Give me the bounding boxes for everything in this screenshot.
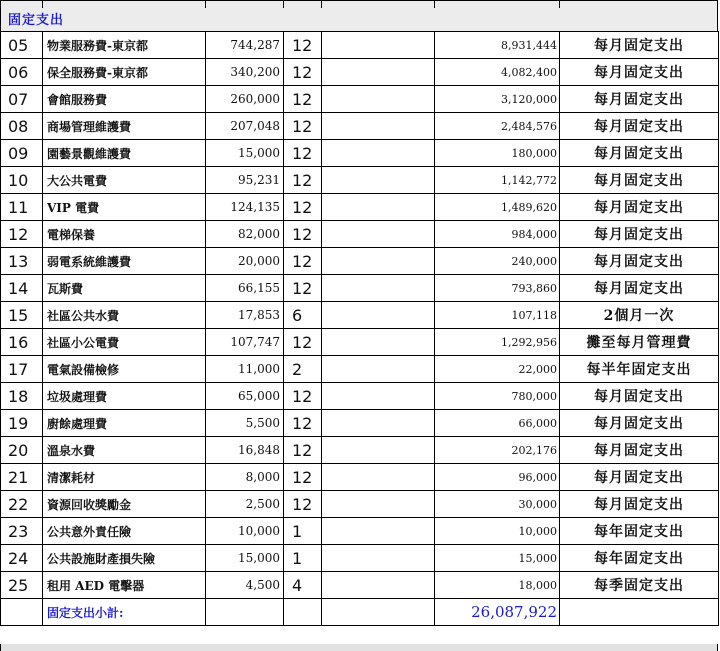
month-count: 12 bbox=[284, 167, 322, 194]
table-row bbox=[1, 410, 719, 437]
blank-cell bbox=[322, 518, 435, 545]
annual-total: 1,142,772 bbox=[435, 167, 560, 194]
monthly-amount: 744,287 bbox=[206, 32, 284, 59]
month-count: 12 bbox=[284, 194, 322, 221]
row-number: 09 bbox=[1, 140, 43, 167]
table-row bbox=[1, 356, 719, 383]
blank-cell bbox=[322, 221, 435, 248]
table-body bbox=[1, 32, 719, 599]
blank-cell bbox=[322, 140, 435, 167]
annual-total: 4,082,400 bbox=[435, 59, 560, 86]
monthly-amount: 10,000 bbox=[206, 518, 284, 545]
row-number: 25 bbox=[1, 572, 43, 599]
monthly-amount: 4,500 bbox=[206, 572, 284, 599]
annual-total: 1,489,620 bbox=[435, 194, 560, 221]
frequency-note: 每月固定支出 bbox=[560, 194, 719, 221]
blank-cell bbox=[322, 329, 435, 356]
subtotal-blank-cell bbox=[322, 599, 435, 626]
item-name: 電氣設備檢修 bbox=[43, 356, 206, 383]
table-row bbox=[1, 32, 719, 59]
item-name: 弱電系統維護費 bbox=[43, 248, 206, 275]
blank-cell bbox=[322, 464, 435, 491]
annual-total: 984,000 bbox=[435, 221, 560, 248]
frequency-note: 每年固定支出 bbox=[560, 545, 719, 572]
section-header bbox=[0, 0, 718, 32]
month-count: 1 bbox=[284, 545, 322, 572]
next-section-bar bbox=[0, 644, 718, 651]
month-count: 2 bbox=[284, 356, 322, 383]
item-name: 物業服務費-東京都 bbox=[43, 32, 206, 59]
month-count: 12 bbox=[284, 437, 322, 464]
row-number: 07 bbox=[1, 86, 43, 113]
row-number: 08 bbox=[1, 113, 43, 140]
table-row bbox=[1, 221, 719, 248]
month-count: 6 bbox=[284, 302, 322, 329]
row-number: 22 bbox=[1, 491, 43, 518]
table-row bbox=[1, 275, 719, 302]
blank-cell bbox=[322, 167, 435, 194]
row-number: 10 bbox=[1, 167, 43, 194]
blank-cell bbox=[322, 545, 435, 572]
item-name: 公共意外責任險 bbox=[43, 518, 206, 545]
monthly-amount: 8,000 bbox=[206, 464, 284, 491]
table-row bbox=[1, 248, 719, 275]
frequency-note: 每月固定支出 bbox=[560, 383, 719, 410]
frequency-note: 每月固定支出 bbox=[560, 437, 719, 464]
monthly-amount: 2,500 bbox=[206, 491, 284, 518]
frequency-note: 每月固定支出 bbox=[560, 59, 719, 86]
section-title: 固定支出 bbox=[8, 13, 65, 28]
blank-cell bbox=[322, 302, 435, 329]
table-row bbox=[1, 329, 719, 356]
month-count: 12 bbox=[284, 113, 322, 140]
row-number: 13 bbox=[1, 248, 43, 275]
monthly-amount: 65,000 bbox=[206, 383, 284, 410]
row-number: 06 bbox=[1, 59, 43, 86]
table-row bbox=[1, 464, 719, 491]
frequency-note: 2個月一次 bbox=[560, 302, 719, 329]
table-row bbox=[1, 167, 719, 194]
fixed-expense-table bbox=[0, 31, 719, 626]
annual-total: 780,000 bbox=[435, 383, 560, 410]
row-number: 17 bbox=[1, 356, 43, 383]
frequency-note: 每月固定支出 bbox=[560, 113, 719, 140]
monthly-amount: 15,000 bbox=[206, 545, 284, 572]
table-row bbox=[1, 437, 719, 464]
blank-cell bbox=[322, 491, 435, 518]
item-name: 資源回收獎勵金 bbox=[43, 491, 206, 518]
table-row bbox=[1, 59, 719, 86]
blank-cell bbox=[322, 32, 435, 59]
month-count: 12 bbox=[284, 491, 322, 518]
item-name: 社區公共水費 bbox=[43, 302, 206, 329]
item-name: 園藝景觀維護費 bbox=[43, 140, 206, 167]
monthly-amount: 20,000 bbox=[206, 248, 284, 275]
item-name: 溫泉水費 bbox=[43, 437, 206, 464]
month-count: 12 bbox=[284, 32, 322, 59]
item-name: 社區小公電費 bbox=[43, 329, 206, 356]
frequency-note: 每月固定支出 bbox=[560, 491, 719, 518]
table-row bbox=[1, 86, 719, 113]
month-count: 12 bbox=[284, 86, 322, 113]
month-count: 12 bbox=[284, 329, 322, 356]
row-number: 23 bbox=[1, 518, 43, 545]
frequency-note: 每月固定支出 bbox=[560, 464, 719, 491]
monthly-amount: 17,853 bbox=[206, 302, 284, 329]
blank-cell bbox=[322, 437, 435, 464]
table-row bbox=[1, 491, 719, 518]
item-name: 租用 AED 電擊器 bbox=[43, 572, 206, 599]
subtotal-no-cell bbox=[1, 599, 43, 626]
item-name: 垃圾處理費 bbox=[43, 383, 206, 410]
row-number: 24 bbox=[1, 545, 43, 572]
item-name: 商場管理維護費 bbox=[43, 113, 206, 140]
month-count: 12 bbox=[284, 140, 322, 167]
monthly-amount: 16,848 bbox=[206, 437, 284, 464]
monthly-amount: 124,135 bbox=[206, 194, 284, 221]
month-count: 12 bbox=[284, 383, 322, 410]
month-count: 12 bbox=[284, 59, 322, 86]
table-row bbox=[1, 113, 719, 140]
frequency-note: 每半年固定支出 bbox=[560, 356, 719, 383]
monthly-amount: 340,200 bbox=[206, 59, 284, 86]
item-name: 保全服務費-東京都 bbox=[43, 59, 206, 86]
annual-total: 22,000 bbox=[435, 356, 560, 383]
table-row bbox=[1, 302, 719, 329]
frequency-note: 每月固定支出 bbox=[560, 410, 719, 437]
annual-total: 18,000 bbox=[435, 572, 560, 599]
item-name: 大公共電費 bbox=[43, 167, 206, 194]
item-name: 公共設施財產損失險 bbox=[43, 545, 206, 572]
monthly-amount: 95,231 bbox=[206, 167, 284, 194]
monthly-amount: 260,000 bbox=[206, 86, 284, 113]
frequency-note: 每月固定支出 bbox=[560, 86, 719, 113]
frequency-note: 每月固定支出 bbox=[560, 275, 719, 302]
monthly-amount: 15,000 bbox=[206, 140, 284, 167]
item-name: 瓦斯費 bbox=[43, 275, 206, 302]
annual-total: 3,120,000 bbox=[435, 86, 560, 113]
item-name: 清潔耗材 bbox=[43, 464, 206, 491]
subtotal-months-cell bbox=[284, 599, 322, 626]
table-row bbox=[1, 140, 719, 167]
frequency-note: 每月固定支出 bbox=[560, 140, 719, 167]
annual-total: 240,000 bbox=[435, 248, 560, 275]
annual-total: 96,000 bbox=[435, 464, 560, 491]
frequency-note: 每季固定支出 bbox=[560, 572, 719, 599]
row-number: 12 bbox=[1, 221, 43, 248]
subtotal-value: 26,087,922 bbox=[435, 599, 560, 626]
row-number: 14 bbox=[1, 275, 43, 302]
frequency-note: 每月固定支出 bbox=[560, 167, 719, 194]
frequency-note: 每月固定支出 bbox=[560, 221, 719, 248]
monthly-amount: 66,155 bbox=[206, 275, 284, 302]
table-row bbox=[1, 572, 719, 599]
annual-total: 10,000 bbox=[435, 518, 560, 545]
subtotal-amount-cell bbox=[206, 599, 284, 626]
monthly-amount: 207,048 bbox=[206, 113, 284, 140]
blank-cell bbox=[322, 86, 435, 113]
item-name: 電梯保養 bbox=[43, 221, 206, 248]
month-count: 12 bbox=[284, 248, 322, 275]
month-count: 12 bbox=[284, 275, 322, 302]
annual-total: 180,000 bbox=[435, 140, 560, 167]
blank-cell bbox=[322, 383, 435, 410]
subtotal-row bbox=[1, 599, 719, 626]
month-count: 12 bbox=[284, 221, 322, 248]
blank-cell bbox=[322, 59, 435, 86]
annual-total: 2,484,576 bbox=[435, 113, 560, 140]
annual-total: 15,000 bbox=[435, 545, 560, 572]
monthly-amount: 107,747 bbox=[206, 329, 284, 356]
monthly-amount: 82,000 bbox=[206, 221, 284, 248]
row-number: 20 bbox=[1, 437, 43, 464]
annual-total: 30,000 bbox=[435, 491, 560, 518]
item-name: VIP 電費 bbox=[43, 194, 206, 221]
blank-cell bbox=[322, 113, 435, 140]
row-number: 15 bbox=[1, 302, 43, 329]
row-number: 19 bbox=[1, 410, 43, 437]
row-number: 21 bbox=[1, 464, 43, 491]
blank-cell bbox=[322, 248, 435, 275]
item-name: 會館服務費 bbox=[43, 86, 206, 113]
blank-cell bbox=[322, 194, 435, 221]
blank-cell bbox=[322, 410, 435, 437]
row-number: 05 bbox=[1, 32, 43, 59]
table-row bbox=[1, 383, 719, 410]
frequency-note: 每年固定支出 bbox=[560, 518, 719, 545]
subtotal-note-cell bbox=[560, 599, 719, 626]
subtotal-label: 固定支出小計: bbox=[43, 599, 206, 626]
month-count: 12 bbox=[284, 410, 322, 437]
month-count: 4 bbox=[284, 572, 322, 599]
frequency-note: 攤至每月管理費 bbox=[560, 329, 719, 356]
month-count: 1 bbox=[284, 518, 322, 545]
row-number: 18 bbox=[1, 383, 43, 410]
table-row bbox=[1, 545, 719, 572]
table-row bbox=[1, 194, 719, 221]
annual-total: 66,000 bbox=[435, 410, 560, 437]
annual-total: 202,176 bbox=[435, 437, 560, 464]
frequency-note: 每月固定支出 bbox=[560, 32, 719, 59]
annual-total: 793,860 bbox=[435, 275, 560, 302]
blank-cell bbox=[322, 275, 435, 302]
monthly-amount: 5,500 bbox=[206, 410, 284, 437]
blank-cell bbox=[322, 356, 435, 383]
month-count: 12 bbox=[284, 464, 322, 491]
blank-cell bbox=[322, 572, 435, 599]
monthly-amount: 11,000 bbox=[206, 356, 284, 383]
item-name: 廚餘處理費 bbox=[43, 410, 206, 437]
row-number: 11 bbox=[1, 194, 43, 221]
frequency-note: 每月固定支出 bbox=[560, 248, 719, 275]
annual-total: 1,292,956 bbox=[435, 329, 560, 356]
row-number: 16 bbox=[1, 329, 43, 356]
table-row bbox=[1, 518, 719, 545]
annual-total: 8,931,444 bbox=[435, 32, 560, 59]
annual-total: 107,118 bbox=[435, 302, 560, 329]
